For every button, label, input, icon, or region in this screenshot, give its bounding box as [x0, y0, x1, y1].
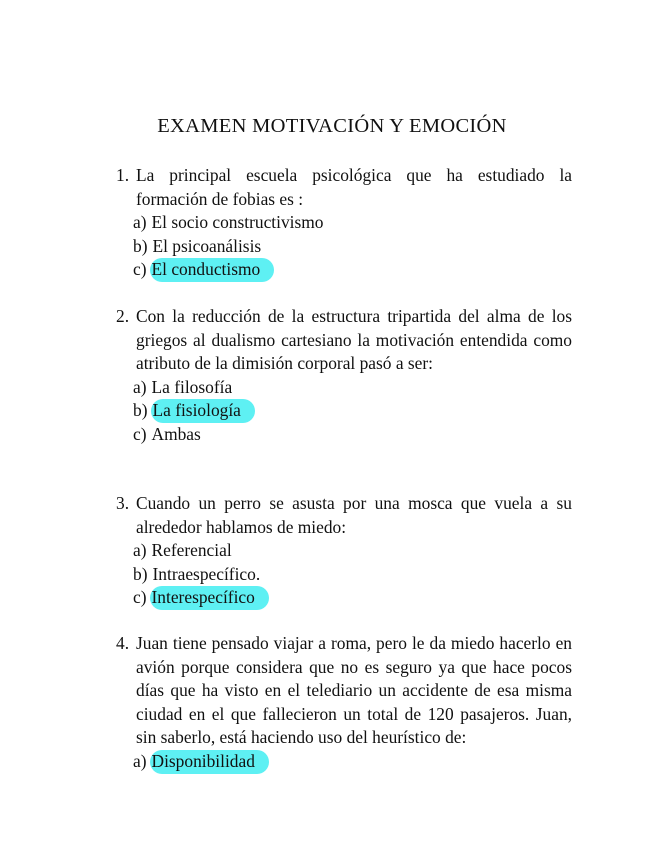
option-letter: a) [133, 212, 147, 233]
options-list [116, 750, 572, 774]
question-number: 1. [116, 165, 130, 185]
options-list [116, 539, 572, 610]
option-letter: c) [133, 423, 147, 444]
option-letter: a) [133, 376, 147, 397]
question-number: 2. [116, 306, 130, 326]
option-text: El socio constructivismo [151, 212, 324, 233]
question-4 [116, 632, 572, 774]
option-text: Intraespecífico. [152, 563, 261, 584]
question-text: Con la reducción de la estructura tripartida del alma de los griegos al dualismo cartesiano la motivación entendida como atributo de la dimisión corporal pasó a ser: [136, 306, 572, 374]
option-letter: b) [133, 563, 148, 584]
page-title: EXAMEN MOTIVACIÓN Y EMOCIÓN [157, 115, 507, 137]
option-b-correct [116, 399, 572, 423]
option-text: El psicoanálisis [152, 235, 262, 256]
option-text: La filosofía [151, 376, 233, 397]
option-a [116, 211, 572, 235]
question-text: Cuando un perro se asusta por una mosca que vuela a su alrededor hablamos de miedo: [136, 493, 572, 537]
options-list [116, 376, 572, 447]
question-2 [116, 305, 572, 447]
option-c-correct [116, 258, 572, 282]
question-text: La principal escuela psicológica que ha estudiado la formación de fobias es : [136, 165, 572, 209]
highlighted-answer: El conductismo [150, 258, 275, 282]
option-letter: c) [133, 587, 147, 608]
highlighted-answer: Disponibilidad [150, 750, 269, 774]
option-letter: b) [133, 400, 148, 421]
highlighted-answer: La fisiología [151, 399, 255, 423]
options-list [116, 211, 572, 282]
option-letter: b) [133, 235, 148, 256]
option-c-correct [116, 586, 572, 610]
option-text: Referencial [151, 540, 232, 561]
option-a [116, 539, 572, 563]
option-a-correct [116, 750, 572, 774]
option-letter: c) [133, 259, 147, 280]
highlighted-answer: Interespecífico [150, 586, 269, 610]
option-letter: a) [133, 540, 147, 561]
option-letter: a) [133, 750, 147, 771]
option-text: Ambas [151, 423, 201, 444]
option-a [116, 376, 572, 400]
question-number: 4. [116, 633, 130, 653]
question-text: Juan tiene pensado viajar a roma, pero le da miedo hacerlo en avión porque considera que no es seguro ya que hace pocos días que ha visto en el telediario un accidente de esa misma ciudad en el que fallecieron un total de 120 pasajeros. Juan, sin saberlo, está haciendo uso del heurístico de: [136, 633, 572, 748]
option-b [116, 563, 572, 587]
question-number: 3. [116, 493, 130, 513]
option-b [116, 235, 572, 259]
question-3 [116, 492, 572, 610]
option-c [116, 423, 572, 447]
question-1 [116, 164, 572, 282]
